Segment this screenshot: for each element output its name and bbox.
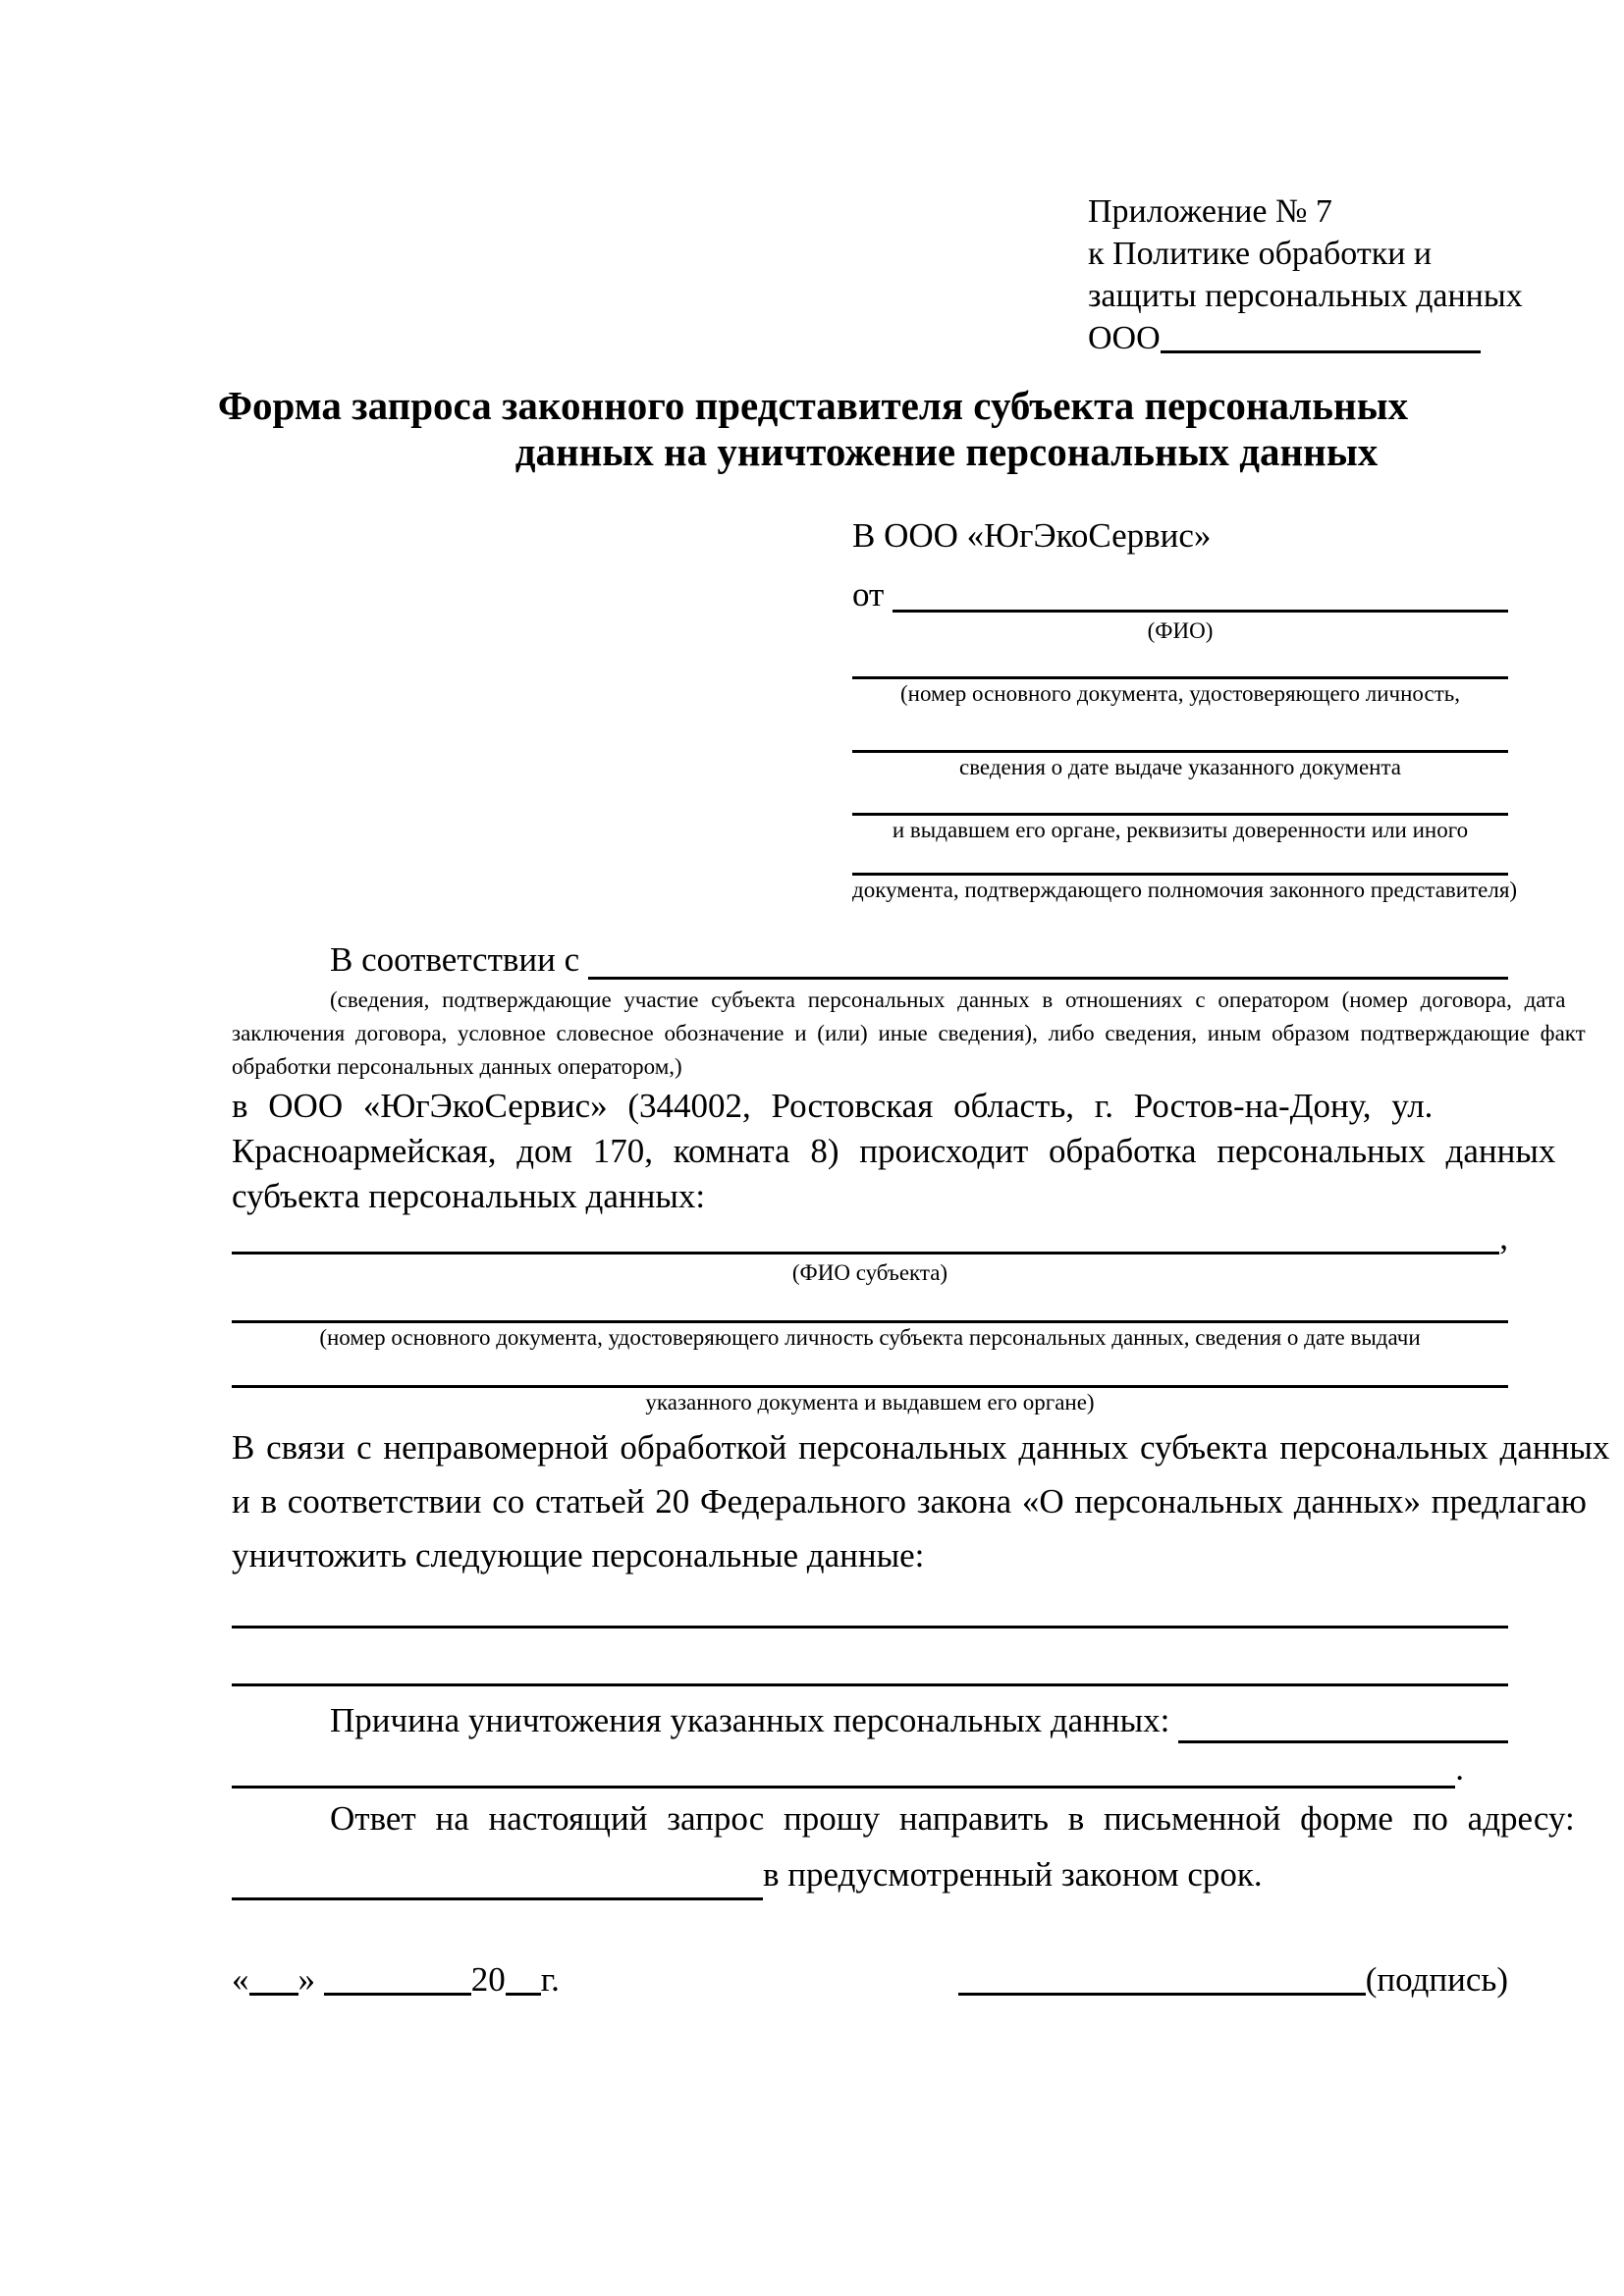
annex-ooo-label: ООО xyxy=(1088,320,1161,356)
answer-line-2-text: в предусмотренный законом срок. xyxy=(763,1855,1263,1894)
main-body xyxy=(232,938,1610,1904)
month-blank xyxy=(324,1960,471,1996)
document-title xyxy=(217,383,1508,475)
operator-paragraph-line-3: субъекта персональных данных: xyxy=(232,1177,706,1215)
annex-block xyxy=(1088,190,1526,359)
date-group xyxy=(232,1957,560,2002)
annex-ooo-row xyxy=(1088,317,1526,359)
year-blank xyxy=(506,1960,541,1996)
reason-blank-line xyxy=(1178,1696,1508,1747)
doc-blank-line-3 xyxy=(852,781,1508,816)
reason-row xyxy=(232,1696,1508,1747)
doc-blank-line-1 xyxy=(852,645,1508,679)
subject-fio-comma: , xyxy=(1499,1218,1508,1256)
subject-doc-caption-2: указанного документа и выдавшем его органе) xyxy=(645,1390,1095,1415)
doc-blank-line-2 xyxy=(852,708,1508,753)
subject-fio-caption: (ФИО субъекта) xyxy=(791,1260,948,1285)
title-line-1: Форма запроса законного представителя субъекта персональных xyxy=(217,383,1409,428)
subject-fio-row xyxy=(232,1219,1508,1258)
accordance-label: В соответствии с xyxy=(330,940,580,979)
request-paragraph-line-1: В связи с неправомерной обработкой персональных данных субъекта персональных данных xyxy=(232,1428,1610,1467)
request-paragraph-line-2: и в соответствии со статьей 20 Федерального закона «О персональных данных» предлагаю xyxy=(232,1482,1587,1521)
data-blank-line-1 xyxy=(232,1582,1508,1629)
operator-paragraph-line-2: Красноармейская, дом 170, комната 8) происходит обработка персональных данных xyxy=(232,1132,1556,1170)
from-blank-line xyxy=(893,575,1508,616)
answer-line-2-row xyxy=(232,1847,1508,1904)
answer-line-1: Ответ на настоящий запрос прошу направить в письменной форме по адресу: xyxy=(330,1799,1575,1838)
accordance-note-line-2: заключения договора, условное словесное обозначение и (или) иные сведения), либо сведения, иным образом подтверждающие факт xyxy=(232,1021,1586,1045)
doc-blank-line-4 xyxy=(852,844,1508,876)
annex-line-1: Приложение № 7 xyxy=(1088,193,1332,230)
from-row xyxy=(852,575,1508,616)
date-close-quote: » xyxy=(298,1960,315,1999)
caption-doc-3: и выдавшем его органе, реквизиты доверенности или иного xyxy=(892,818,1469,842)
accordance-note-line-1: (сведения, подтверждающие участие субъекта персональных данных в отношениях с оператором (номер договора, дата xyxy=(330,988,1566,1012)
subject-fio-blank-line xyxy=(232,1219,1499,1258)
signature-caption: (подпись) xyxy=(1365,1960,1508,1999)
footer-row xyxy=(232,1957,1508,2002)
accordance-row xyxy=(232,938,1508,984)
caption-fio: (ФИО) xyxy=(1147,618,1214,643)
date-open-quote: « xyxy=(232,1960,249,1999)
reason-label: Причина уничтожения указанных персональных данных: xyxy=(330,1701,1170,1739)
address-blank-line xyxy=(232,1847,763,1904)
operator-paragraph-line-1: в ООО «ЮгЭкоСервис» (344002, Ростовская область, г. Ростов-на-Дону, ул. xyxy=(232,1087,1434,1125)
from-label: от xyxy=(852,575,885,614)
subject-doc-blank-line-1 xyxy=(232,1287,1508,1323)
signature-group xyxy=(958,1957,1508,2002)
subject-doc-blank-line-2 xyxy=(232,1352,1508,1388)
year-suffix: г. xyxy=(540,1960,560,1999)
addressee-operator: В ООО «ЮгЭкоСервис» xyxy=(852,516,1212,555)
data-blank-line-2 xyxy=(232,1629,1508,1686)
annex-ooo-blank xyxy=(1161,319,1481,353)
reason-continuation-row xyxy=(232,1747,1464,1792)
year-prefix: 20 xyxy=(470,1960,506,1999)
caption-doc-1: (номер основного документа, удостоверяющего личность, xyxy=(899,681,1460,706)
reason-continuation-blank-line xyxy=(232,1747,1455,1792)
signature-blank-line xyxy=(958,1960,1366,1996)
day-blank xyxy=(249,1960,298,1996)
addressee-block xyxy=(852,514,1518,904)
accordance-blank-line xyxy=(588,938,1508,984)
caption-doc-4: документа, подтверждающего полномочия законного представителя) xyxy=(852,878,1518,902)
caption-doc-2: сведения о дате выдаче указанного документа xyxy=(958,755,1402,779)
request-paragraph-line-3: уничтожить следующие персональные данные: xyxy=(232,1536,925,1575)
accordance-note-line-3: обработки персональных данных оператором,) xyxy=(232,1054,682,1079)
subject-doc-caption-1: (номер основного документа, удостоверяющего личность субъекта персональных данных, сведения о дате выдачи xyxy=(319,1325,1421,1350)
title-line-2: данных на уничтожение персональных данных xyxy=(514,429,1379,474)
annex-line-2: к Политике обработки и xyxy=(1088,236,1433,272)
annex-line-3: защиты персональных данных xyxy=(1088,278,1523,314)
reason-period: . xyxy=(1455,1749,1464,1788)
